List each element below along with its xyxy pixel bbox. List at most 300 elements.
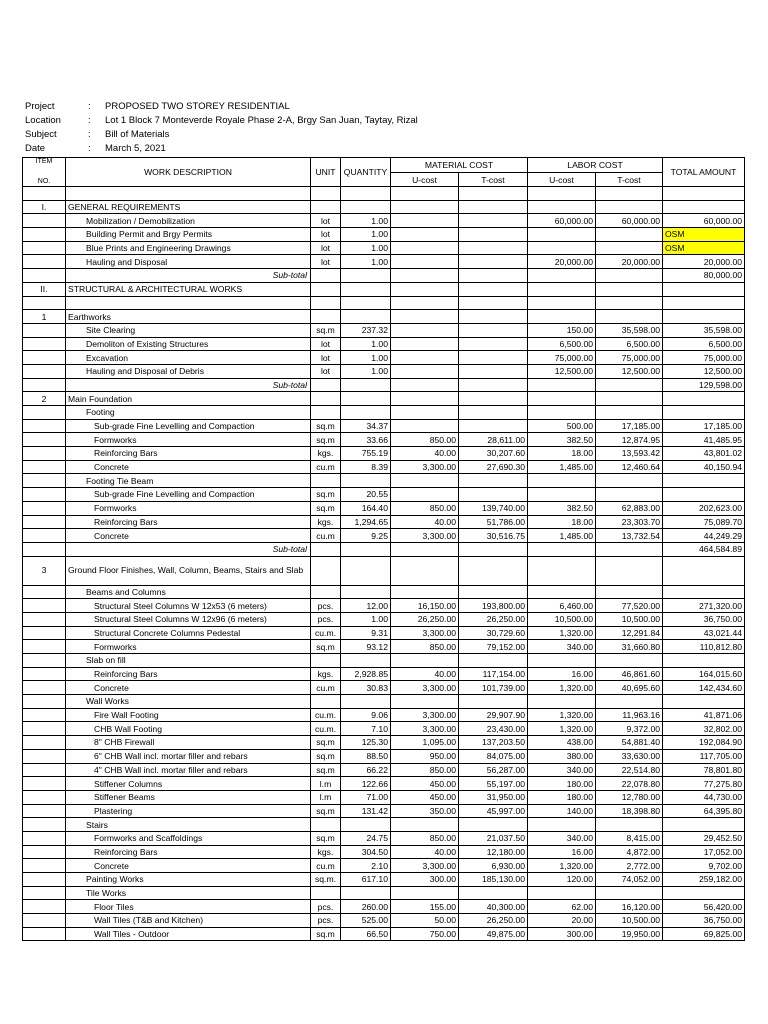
quantity-cell bbox=[341, 282, 391, 296]
material-tcost-cell: 26,250.00 bbox=[459, 612, 528, 626]
material-tcost-header: T-cost bbox=[459, 173, 528, 187]
quantity-cell bbox=[341, 886, 391, 900]
empty-cell bbox=[528, 542, 596, 556]
labor-ucost-cell: 140.00 bbox=[528, 804, 596, 818]
labor-ucost-cell: 1,320.00 bbox=[528, 681, 596, 695]
total-amount-cell: 75,000.00 bbox=[663, 351, 745, 365]
quantity-cell: 125.30 bbox=[341, 736, 391, 750]
unit-cell: cu.m bbox=[311, 681, 341, 695]
total-amount-cell: 20,000.00 bbox=[663, 255, 745, 269]
labor-ucost-cell: 1,320.00 bbox=[528, 626, 596, 640]
total-amount-cell: OSM bbox=[663, 241, 745, 255]
labor-tcost-cell: 18,398.80 bbox=[596, 804, 663, 818]
material-ucost-cell bbox=[391, 419, 459, 433]
unit-cell bbox=[311, 310, 341, 324]
material-tcost-cell: 137,203.50 bbox=[459, 736, 528, 750]
quantity-cell: 525.00 bbox=[341, 914, 391, 928]
item-number bbox=[23, 612, 66, 626]
labor-tcost-cell bbox=[596, 392, 663, 406]
labor-ucost-cell bbox=[528, 241, 596, 255]
empty-cell bbox=[23, 378, 66, 392]
item-number bbox=[23, 763, 66, 777]
table-row bbox=[23, 419, 745, 433]
material-tcost-cell bbox=[459, 695, 528, 709]
labor-tcost-cell: 8,415.00 bbox=[596, 831, 663, 845]
total-amount-cell: 43,021.44 bbox=[663, 626, 745, 640]
quantity-cell: 1,294.65 bbox=[341, 515, 391, 529]
work-description: GENERAL REQUIREMENTS bbox=[66, 200, 311, 214]
labor-ucost-cell: 300.00 bbox=[528, 927, 596, 941]
unit-cell: sq.m bbox=[311, 804, 341, 818]
empty-cell bbox=[459, 542, 528, 556]
unit-cell: cu.m bbox=[311, 859, 341, 873]
empty-cell bbox=[459, 269, 528, 283]
work-description: Wall Tiles - Outdoor bbox=[66, 927, 311, 941]
quantity-cell: 34.37 bbox=[341, 419, 391, 433]
labor-ucost-cell: 1,320.00 bbox=[528, 859, 596, 873]
empty-cell bbox=[341, 296, 391, 310]
item-number bbox=[23, 681, 66, 695]
info-label: Date bbox=[25, 143, 46, 154]
labor-ucost-cell: 1,485.00 bbox=[528, 460, 596, 474]
item-number: 3 bbox=[23, 556, 66, 585]
table-row bbox=[23, 255, 745, 269]
section-row bbox=[23, 392, 745, 406]
labor-ucost-cell: 1,485.00 bbox=[528, 529, 596, 543]
table-row bbox=[23, 599, 745, 613]
section-row bbox=[23, 556, 745, 585]
material-cost-header: MATERIAL COST bbox=[391, 158, 528, 173]
labor-tcost-cell bbox=[596, 474, 663, 488]
item-number bbox=[23, 831, 66, 845]
info-label: Project bbox=[25, 101, 55, 112]
unit-cell: l.m bbox=[311, 790, 341, 804]
item-number bbox=[23, 447, 66, 461]
table-row bbox=[23, 695, 745, 709]
unit-cell: lot bbox=[311, 351, 341, 365]
material-tcost-cell bbox=[459, 392, 528, 406]
labor-ucost-cell: 180.00 bbox=[528, 777, 596, 791]
table-row bbox=[23, 337, 745, 351]
labor-tcost-cell bbox=[596, 200, 663, 214]
table-row bbox=[23, 818, 745, 832]
item-number bbox=[23, 626, 66, 640]
total-amount-cell: 43,801.02 bbox=[663, 447, 745, 461]
quantity-cell: 304.50 bbox=[341, 845, 391, 859]
material-ucost-cell: 850.00 bbox=[391, 763, 459, 777]
quantity-cell: 24.75 bbox=[341, 831, 391, 845]
labor-tcost-cell: 11,963.16 bbox=[596, 708, 663, 722]
labor-tcost-cell: 22,514.80 bbox=[596, 763, 663, 777]
quantity-header: QUANTITY bbox=[341, 158, 391, 187]
material-tcost-cell: 28,611.00 bbox=[459, 433, 528, 447]
table-row bbox=[23, 777, 745, 791]
total-amount-cell: 64,395.80 bbox=[663, 804, 745, 818]
labor-tcost-cell: 6,500.00 bbox=[596, 337, 663, 351]
labor-tcost-cell: 16,120.00 bbox=[596, 900, 663, 914]
item-number bbox=[23, 708, 66, 722]
material-tcost-cell bbox=[459, 886, 528, 900]
material-tcost-cell bbox=[459, 474, 528, 488]
unit-cell: kgs. bbox=[311, 845, 341, 859]
material-ucost-cell: 750.00 bbox=[391, 927, 459, 941]
quantity-cell: 93.12 bbox=[341, 640, 391, 654]
labor-ucost-cell: 16.00 bbox=[528, 667, 596, 681]
item-number bbox=[23, 460, 66, 474]
total-amount-cell: 17,185.00 bbox=[663, 419, 745, 433]
material-ucost-cell: 3,300.00 bbox=[391, 722, 459, 736]
total-amount-cell: 44,249.29 bbox=[663, 529, 745, 543]
quantity-cell bbox=[341, 654, 391, 668]
material-ucost-cell: 16,150.00 bbox=[391, 599, 459, 613]
material-ucost-cell: 3,300.00 bbox=[391, 681, 459, 695]
labor-ucost-header: U-cost bbox=[528, 173, 596, 187]
item-number bbox=[23, 323, 66, 337]
labor-tcost-cell: 12,291.84 bbox=[596, 626, 663, 640]
material-tcost-cell bbox=[459, 419, 528, 433]
work-description: Hauling and Disposal of Debris bbox=[66, 364, 311, 378]
table-row bbox=[23, 214, 745, 228]
material-tcost-cell bbox=[459, 654, 528, 668]
item-number bbox=[23, 585, 66, 599]
labor-tcost-cell: 75,000.00 bbox=[596, 351, 663, 365]
item-header-top: ITEM bbox=[35, 158, 53, 165]
labor-cost-header: LABOR COST bbox=[528, 158, 663, 173]
unit-cell bbox=[311, 282, 341, 296]
empty-cell bbox=[528, 187, 596, 201]
quantity-cell: 2.10 bbox=[341, 859, 391, 873]
empty-cell bbox=[663, 296, 745, 310]
work-description: Footing bbox=[66, 406, 311, 420]
total-amount-cell: 17,052.00 bbox=[663, 845, 745, 859]
quantity-cell: 237.32 bbox=[341, 323, 391, 337]
table-row bbox=[23, 845, 745, 859]
labor-ucost-cell bbox=[528, 228, 596, 242]
work-description: Footing Tie Beam bbox=[66, 474, 311, 488]
unit-cell: pcs. bbox=[311, 599, 341, 613]
total-amount-cell: 56,420.00 bbox=[663, 900, 745, 914]
item-number bbox=[23, 255, 66, 269]
material-tcost-cell: 6,930.00 bbox=[459, 859, 528, 873]
work-description: Formworks and Scaffoldings bbox=[66, 831, 311, 845]
item-number bbox=[23, 927, 66, 941]
table-row bbox=[23, 515, 745, 529]
table-row bbox=[23, 831, 745, 845]
info-row-subject bbox=[25, 128, 744, 142]
labor-tcost-cell bbox=[596, 241, 663, 255]
work-description: 8" CHB Firewall bbox=[66, 736, 311, 750]
material-ucost-cell: 40.00 bbox=[391, 515, 459, 529]
unit-cell bbox=[311, 392, 341, 406]
material-ucost-cell bbox=[391, 323, 459, 337]
labor-ucost-cell: 18.00 bbox=[528, 515, 596, 529]
work-description: Hauling and Disposal bbox=[66, 255, 311, 269]
info-colon: : bbox=[88, 143, 91, 154]
empty-cell bbox=[459, 378, 528, 392]
quantity-cell bbox=[341, 695, 391, 709]
empty-cell bbox=[391, 187, 459, 201]
table-row bbox=[23, 667, 745, 681]
empty-cell bbox=[311, 269, 341, 283]
material-tcost-cell: 40,300.00 bbox=[459, 900, 528, 914]
total-amount-cell: 44,730.00 bbox=[663, 790, 745, 804]
quantity-cell bbox=[341, 585, 391, 599]
material-ucost-cell bbox=[391, 364, 459, 378]
item-number bbox=[23, 914, 66, 928]
material-ucost-cell: 3,300.00 bbox=[391, 708, 459, 722]
labor-ucost-cell bbox=[528, 406, 596, 420]
quantity-cell: 1.00 bbox=[341, 255, 391, 269]
quantity-cell: 1.00 bbox=[341, 351, 391, 365]
quantity-cell: 9.25 bbox=[341, 529, 391, 543]
work-description-header: WORK DESCRIPTION bbox=[66, 158, 311, 187]
unit-cell: sq.m bbox=[311, 488, 341, 502]
labor-ucost-cell: 16.00 bbox=[528, 845, 596, 859]
quantity-cell: 1.00 bbox=[341, 214, 391, 228]
material-tcost-cell: 49,875.00 bbox=[459, 927, 528, 941]
material-tcost-cell: 193,800.00 bbox=[459, 599, 528, 613]
material-ucost-cell: 3,300.00 bbox=[391, 859, 459, 873]
table-row bbox=[23, 364, 745, 378]
unit-cell: lot bbox=[311, 228, 341, 242]
labor-ucost-cell: 382.50 bbox=[528, 501, 596, 515]
empty-cell bbox=[596, 187, 663, 201]
material-ucost-cell bbox=[391, 282, 459, 296]
item-number bbox=[23, 228, 66, 242]
work-description: Tile Works bbox=[66, 886, 311, 900]
quantity-cell: 20.55 bbox=[341, 488, 391, 502]
unit-cell bbox=[311, 585, 341, 599]
total-amount-cell: 36,750.00 bbox=[663, 612, 745, 626]
work-description: Reinforcing Bars bbox=[66, 667, 311, 681]
material-ucost-cell: 3,300.00 bbox=[391, 460, 459, 474]
item-number: II. bbox=[23, 282, 66, 296]
total-amount-cell bbox=[663, 654, 745, 668]
labor-tcost-cell: 35,598.00 bbox=[596, 323, 663, 337]
total-amount-cell bbox=[663, 556, 745, 585]
labor-tcost-cell: 23,303.70 bbox=[596, 515, 663, 529]
empty-cell bbox=[341, 187, 391, 201]
work-description: Concrete bbox=[66, 529, 311, 543]
item-no-header bbox=[23, 158, 66, 187]
empty-cell bbox=[391, 542, 459, 556]
material-ucost-cell bbox=[391, 585, 459, 599]
material-ucost-cell: 1,095.00 bbox=[391, 736, 459, 750]
unit-cell: pcs. bbox=[311, 612, 341, 626]
total-amount-cell: 75,089.70 bbox=[663, 515, 745, 529]
item-number bbox=[23, 433, 66, 447]
total-amount-cell: 12,500.00 bbox=[663, 364, 745, 378]
labor-tcost-cell bbox=[596, 695, 663, 709]
labor-tcost-cell bbox=[596, 654, 663, 668]
labor-tcost-header: T-cost bbox=[596, 173, 663, 187]
quantity-cell: 33.66 bbox=[341, 433, 391, 447]
table-row bbox=[23, 640, 745, 654]
quantity-cell: 131.42 bbox=[341, 804, 391, 818]
quantity-cell: 122.66 bbox=[341, 777, 391, 791]
empty-cell bbox=[391, 378, 459, 392]
unit-cell: lot bbox=[311, 364, 341, 378]
labor-ucost-cell: 20,000.00 bbox=[528, 255, 596, 269]
material-ucost-cell bbox=[391, 406, 459, 420]
labor-ucost-cell: 62.00 bbox=[528, 900, 596, 914]
labor-ucost-cell: 75,000.00 bbox=[528, 351, 596, 365]
section-row bbox=[23, 310, 745, 324]
item-number bbox=[23, 364, 66, 378]
material-ucost-cell: 3,300.00 bbox=[391, 626, 459, 640]
item-number bbox=[23, 818, 66, 832]
material-tcost-cell bbox=[459, 364, 528, 378]
total-amount-cell: 259,182.00 bbox=[663, 873, 745, 887]
empty-cell bbox=[528, 269, 596, 283]
table-row bbox=[23, 323, 745, 337]
material-tcost-cell: 51,786.00 bbox=[459, 515, 528, 529]
total-amount-cell bbox=[663, 818, 745, 832]
labor-tcost-cell bbox=[596, 818, 663, 832]
item-number: I. bbox=[23, 200, 66, 214]
item-number: 2 bbox=[23, 392, 66, 406]
material-tcost-cell: 55,197.00 bbox=[459, 777, 528, 791]
unit-cell: cu.m bbox=[311, 460, 341, 474]
material-ucost-cell bbox=[391, 488, 459, 502]
unit-header: UNIT bbox=[311, 158, 341, 187]
material-ucost-cell bbox=[391, 654, 459, 668]
info-value: Bill of Materials bbox=[105, 129, 170, 140]
material-ucost-header: U-cost bbox=[391, 173, 459, 187]
project-info bbox=[25, 100, 744, 156]
item-number bbox=[23, 640, 66, 654]
quantity-cell: 30.83 bbox=[341, 681, 391, 695]
total-amount-cell: 117,705.00 bbox=[663, 749, 745, 763]
work-description: Reinforcing Bars bbox=[66, 447, 311, 461]
material-tcost-cell: 185,130.00 bbox=[459, 873, 528, 887]
total-amount-cell: OSM bbox=[663, 228, 745, 242]
table-header bbox=[23, 158, 745, 187]
labor-tcost-cell: 77,520.00 bbox=[596, 599, 663, 613]
labor-tcost-cell: 2,772.00 bbox=[596, 859, 663, 873]
quantity-cell: 8.39 bbox=[341, 460, 391, 474]
work-description: Building Permit and Brgy Permits bbox=[66, 228, 311, 242]
work-description: Formworks bbox=[66, 501, 311, 515]
quantity-cell: 617.10 bbox=[341, 873, 391, 887]
info-row-location bbox=[25, 114, 744, 128]
labor-tcost-cell: 62,883.00 bbox=[596, 501, 663, 515]
labor-tcost-cell bbox=[596, 886, 663, 900]
empty-cell bbox=[459, 187, 528, 201]
empty-cell bbox=[596, 378, 663, 392]
labor-tcost-cell: 20,000.00 bbox=[596, 255, 663, 269]
work-description: Stiffener Beams bbox=[66, 790, 311, 804]
material-ucost-cell bbox=[391, 556, 459, 585]
unit-cell: sq.m bbox=[311, 749, 341, 763]
unit-cell: cu.m. bbox=[311, 708, 341, 722]
quantity-cell bbox=[341, 406, 391, 420]
empty-cell bbox=[311, 542, 341, 556]
item-number bbox=[23, 886, 66, 900]
material-tcost-cell: 84,075.00 bbox=[459, 749, 528, 763]
material-tcost-cell: 101,739.00 bbox=[459, 681, 528, 695]
total-amount-cell: 32,802.00 bbox=[663, 722, 745, 736]
total-amount-cell bbox=[663, 585, 745, 599]
total-amount-cell: 6,500.00 bbox=[663, 337, 745, 351]
material-ucost-cell: 50.00 bbox=[391, 914, 459, 928]
labor-tcost-cell bbox=[596, 406, 663, 420]
total-amount-header: TOTAL AMOUNT bbox=[663, 158, 745, 187]
total-amount-cell bbox=[663, 392, 745, 406]
labor-ucost-cell: 6,500.00 bbox=[528, 337, 596, 351]
subtotal-row bbox=[23, 269, 745, 283]
table-row bbox=[23, 447, 745, 461]
labor-tcost-cell: 13,593.42 bbox=[596, 447, 663, 461]
labor-ucost-cell bbox=[528, 282, 596, 296]
labor-ucost-cell bbox=[528, 695, 596, 709]
subtotal-amount: 80,000.00 bbox=[663, 269, 745, 283]
material-tcost-cell: 139,740.00 bbox=[459, 501, 528, 515]
unit-cell: sq.m bbox=[311, 763, 341, 777]
item-number bbox=[23, 351, 66, 365]
item-number bbox=[23, 859, 66, 873]
labor-tcost-cell: 33,630.00 bbox=[596, 749, 663, 763]
material-ucost-cell bbox=[391, 474, 459, 488]
empty-cell bbox=[596, 542, 663, 556]
labor-ucost-cell bbox=[528, 585, 596, 599]
subtotal-label: Sub-total bbox=[66, 269, 311, 283]
item-number bbox=[23, 529, 66, 543]
unit-cell: cu.m. bbox=[311, 722, 341, 736]
material-ucost-cell bbox=[391, 241, 459, 255]
table-row bbox=[23, 886, 745, 900]
labor-ucost-cell: 380.00 bbox=[528, 749, 596, 763]
material-tcost-cell bbox=[459, 406, 528, 420]
labor-tcost-cell: 13,732.54 bbox=[596, 529, 663, 543]
unit-cell: pcs. bbox=[311, 900, 341, 914]
item-number bbox=[23, 515, 66, 529]
material-tcost-cell bbox=[459, 228, 528, 242]
unit-cell: l.m bbox=[311, 777, 341, 791]
item-number bbox=[23, 419, 66, 433]
work-description: Reinforcing Bars bbox=[66, 515, 311, 529]
total-amount-cell bbox=[663, 886, 745, 900]
table-row bbox=[23, 406, 745, 420]
empty-cell bbox=[311, 187, 341, 201]
total-amount-cell bbox=[663, 474, 745, 488]
quantity-cell: 66.50 bbox=[341, 927, 391, 941]
labor-ucost-cell: 500.00 bbox=[528, 419, 596, 433]
unit-cell: pcs. bbox=[311, 914, 341, 928]
material-tcost-cell bbox=[459, 323, 528, 337]
table-row bbox=[23, 351, 745, 365]
quantity-cell: 66.22 bbox=[341, 763, 391, 777]
unit-cell: sq.m bbox=[311, 323, 341, 337]
quantity-cell bbox=[341, 310, 391, 324]
labor-tcost-cell: 17,185.00 bbox=[596, 419, 663, 433]
material-ucost-cell bbox=[391, 214, 459, 228]
quantity-cell: 1.00 bbox=[341, 228, 391, 242]
unit-cell: kgs. bbox=[311, 447, 341, 461]
item-number bbox=[23, 749, 66, 763]
total-amount-cell: 77,275.80 bbox=[663, 777, 745, 791]
unit-cell bbox=[311, 406, 341, 420]
material-tcost-cell bbox=[459, 241, 528, 255]
empty-cell bbox=[311, 378, 341, 392]
unit-cell: cu.m. bbox=[311, 626, 341, 640]
table-row bbox=[23, 804, 745, 818]
material-ucost-cell: 850.00 bbox=[391, 433, 459, 447]
quantity-cell: 1.00 bbox=[341, 364, 391, 378]
labor-ucost-cell bbox=[528, 310, 596, 324]
unit-cell bbox=[311, 556, 341, 585]
work-description: Concrete bbox=[66, 681, 311, 695]
